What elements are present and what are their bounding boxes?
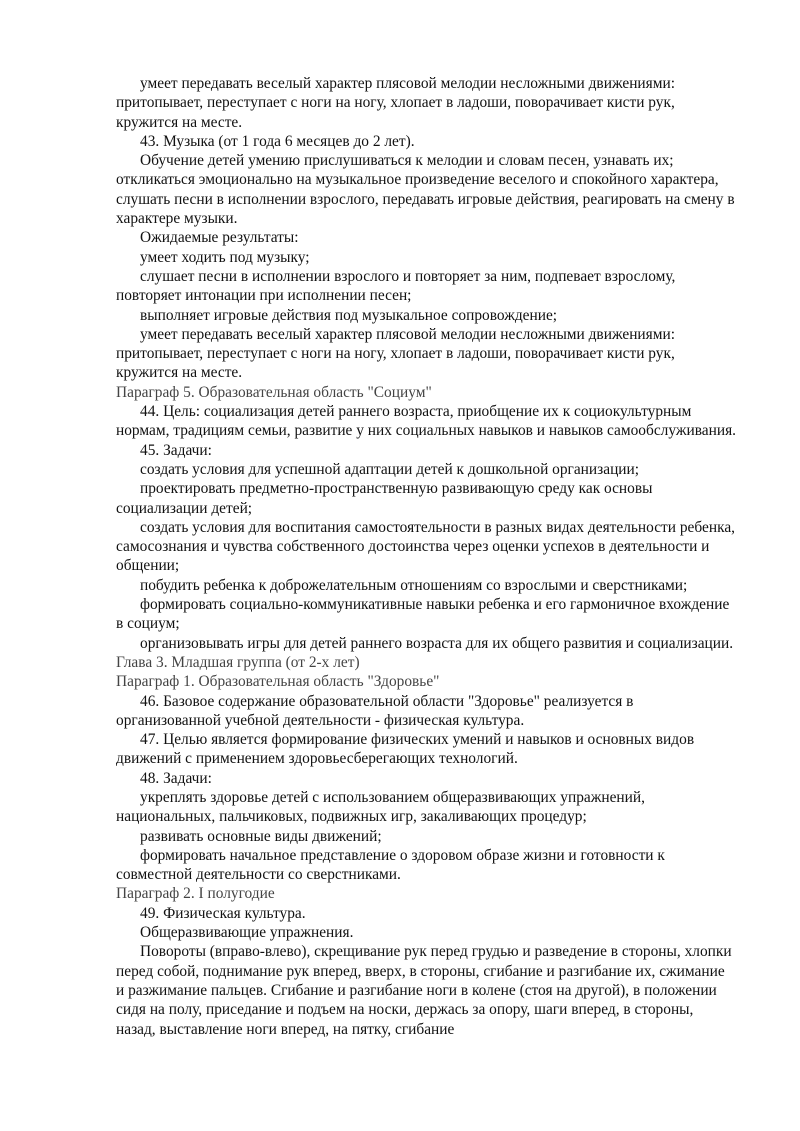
paragraph: 47. Целью является формирование физических умений и навыков и основных видов движений с применением здоровьесберегающих технологий. — [116, 731, 695, 768]
paragraph: умеет передавать веселый характер плясовой мелодии несложными движениями: притопывает, переступает с ноги на ногу, хлопает в ладоши, поворачивает кисти рук, кружится на месте. — [116, 325, 676, 382]
section-heading: Параграф 5. Образовательная область "Социум" — [116, 383, 432, 401]
chapter-heading: Глава 3. Младшая группа (от 2-х лет) — [116, 653, 360, 671]
paragraph: побудить ребенка к доброжелательным отношениям со взрослыми и сверстниками; — [140, 576, 688, 594]
paragraph: развивать основные виды движений; — [140, 827, 382, 845]
paragraph: 45. Задачи: — [140, 441, 212, 459]
paragraph: укреплять здоровье детей с использованием общеразвивающих упражнений, национальных, пальчиковых, подвижных игр, закаливающих процедур; — [116, 788, 645, 826]
paragraph: создать условия для воспитания самостоятельности в разных видах деятельности ребенка, самосознания и чувства собственного достоинства через оценки успехов в деятельности и общении; — [116, 518, 736, 575]
paragraph: 48. Задачи: — [140, 769, 212, 787]
paragraph: Обучение детей умению прислушиваться к мелодии и словам песен, узнавать их; откликаться эмоционально на музыкальное произведение веселого и спокойного характера, слушать песни в исполнении взрослого, передавать игровые действия, реагировать на смену в характере музыки. — [116, 152, 735, 228]
paragraph: Ожидаемые результаты: — [140, 229, 299, 247]
section-heading: Параграф 1. Образовательная область "Здоровье" — [116, 673, 440, 691]
paragraph: умеет передавать веселый характер плясовой мелодии несложными движениями: притопывает, переступает с ноги на ногу, хлопает в ладоши, поворачивает кисти рук, кружится на месте. — [116, 75, 676, 131]
paragraph: 44. Цель: социализация детей раннего возраста, приобщение их к социокультурным нормам, традициям семьи, развитие у них социальных навыков и навыков самообслуживания. — [116, 403, 736, 440]
paragraph: Повороты (вправо-влево), скрещивание рук перед грудью и разведение в стороны, хлопки перед собой, поднимание рук вперед, вверх, в стороны, сгибание и разгибание их, сжимание и разжимание пальцев. Сгибание и разгибание ноги в колене (стоя на другой), в положении сидя на полу, приседание и подъем на носки, держась за опору, шаги вперед, в стороны, назад, выставление ноги вперед, на пятку, сгибание — [116, 943, 732, 1038]
paragraph: слушает песни в исполнении взрослого и повторяет за ним, подпевает взрослому, повторяет интонации при исполнении песен; — [116, 267, 676, 305]
paragraph: создать условия для успешной адаптации детей к дошкольной организации; — [140, 460, 640, 478]
paragraph: 46. Базовое содержание образовательной области "Здоровье" реализуется в организованной учебной деятельности - физическая культура. — [116, 692, 634, 729]
paragraph: проектировать предметно-пространственную развивающую среду как основы социализации детей; — [116, 480, 653, 517]
paragraph: умеет ходить под музыку; — [140, 248, 310, 266]
paragraph: формировать начальное представление о здоровом образе жизни и готовности к совместной деятельности со сверстниками. — [116, 846, 665, 884]
paragraph: Общеразвивающие упражнения. — [140, 924, 354, 942]
paragraph: организовывать игры для детей раннего возраста для их общего развития и социализации. — [140, 634, 734, 652]
paragraph: формировать социально-коммуникативные навыки ребенка и его гармоничное вхождение в социум; — [116, 596, 730, 633]
paragraph: 43. Музыка (от 1 года 6 месяцев до 2 лет). — [140, 132, 415, 150]
document-page — [116, 74, 736, 1039]
section-heading: Параграф 2. I полугодие — [116, 885, 275, 903]
paragraph: 49. Физическая культура. — [140, 904, 306, 922]
paragraph: выполняет игровые действия под музыкальное сопровождение; — [140, 306, 558, 324]
